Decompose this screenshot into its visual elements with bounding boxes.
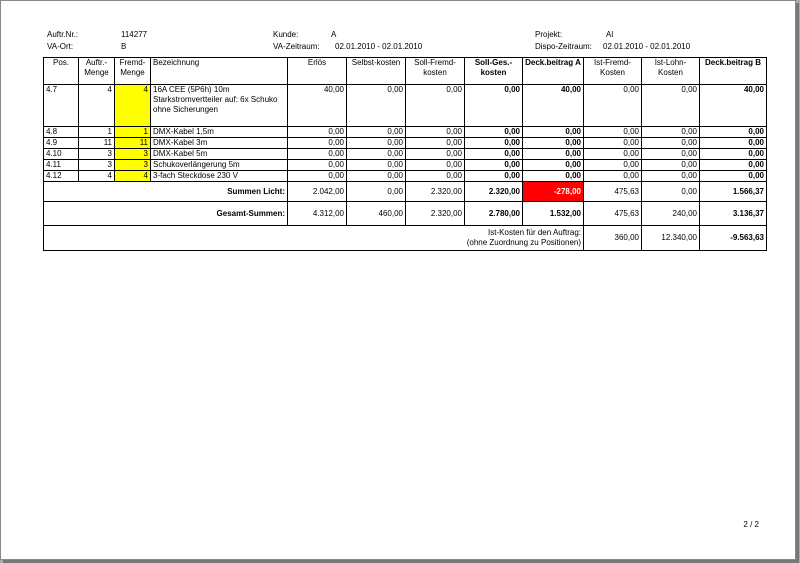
col-ist-lohn-kosten: Ist-Lohn-Kosten: [642, 58, 700, 85]
cell-deckbeitrag-b: 0,00: [700, 127, 767, 138]
cell-soll-fremdkosten: 0,00: [406, 85, 465, 127]
auftr-nr-label: Auftr.Nr.:: [47, 30, 79, 39]
table-row: [44, 160, 767, 171]
col-auftr-menge: Auftr.-Menge: [79, 58, 115, 85]
cell-soll-fremdkosten: 0,00: [406, 127, 465, 138]
cell-bezeichnung: 3-fach Steckdose 230 V: [151, 171, 288, 182]
cell-selbstkosten: 0,00: [347, 85, 406, 127]
cell-ist-fremd-kosten: 0,00: [584, 138, 642, 149]
cell-soll-ges-kosten: 0,00: [465, 149, 523, 160]
cell-selbstkosten: 0,00: [347, 138, 406, 149]
cell-deckbeitrag-a: 0,00: [523, 127, 584, 138]
cell-soll-fremdkosten: 0,00: [406, 138, 465, 149]
table-row: [44, 138, 767, 149]
cell-pos: 4.10: [44, 149, 79, 160]
table-row: [44, 127, 767, 138]
total-ist-fremd-kosten: 475,63: [584, 202, 642, 226]
col-selbstkosten: Selbst-kosten: [347, 58, 406, 85]
cell-fremd-menge: 3: [115, 149, 151, 160]
cell-auftr-menge: 1: [79, 127, 115, 138]
ist-kosten-row: [44, 226, 767, 251]
cell-soll-fremdkosten: 0,00: [406, 171, 465, 182]
cell-ist-fremd-kosten: 0,00: [584, 85, 642, 127]
cell-soll-ges-kosten: 0,00: [465, 138, 523, 149]
sum-selbstkosten: 0,00: [347, 182, 406, 202]
col-erloes: Erlös: [288, 58, 347, 85]
kunde-label: Kunde:: [273, 30, 299, 39]
col-deckbeitrag-a: Deck.beitrag A: [523, 58, 584, 85]
cell-soll-ges-kosten: 0,00: [465, 127, 523, 138]
cell-fremd-menge: 1: [115, 127, 151, 138]
ist-kosten-label-line2: (ohne Zuordnung zu Positionen): [466, 238, 581, 247]
cell-deckbeitrag-b: 40,00: [700, 85, 767, 127]
summen-licht-row: [44, 182, 767, 202]
cell-erloes: 40,00: [288, 85, 347, 127]
cell-ist-lohn-kosten: 0,00: [642, 138, 700, 149]
table-row: [44, 85, 767, 127]
cell-deckbeitrag-b: 0,00: [700, 160, 767, 171]
va-ort-label: VA-Ort:: [47, 42, 74, 51]
cell-erloes: 0,00: [288, 160, 347, 171]
cell-selbstkosten: 0,00: [347, 171, 406, 182]
page-number: 2 / 2: [743, 520, 759, 529]
cell-selbstkosten: 0,00: [347, 149, 406, 160]
sum-erloes: 2.042,00: [288, 182, 347, 202]
cell-pos: 4.9: [44, 138, 79, 149]
cell-deckbeitrag-a: 0,00: [523, 171, 584, 182]
cell-bezeichnung: Schukoverlängerung 5m: [151, 160, 288, 171]
cell-fremd-menge: 4: [115, 85, 151, 127]
cell-soll-ges-kosten: 0,00: [465, 171, 523, 182]
gesamt-summen-row: [44, 202, 767, 226]
cell-fremd-menge: 4: [115, 171, 151, 182]
total-selbstkosten: 460,00: [347, 202, 406, 226]
col-fremd-menge: Fremd-Menge: [115, 58, 151, 85]
cell-auftr-menge: 11: [79, 138, 115, 149]
col-pos: Pos.: [44, 58, 79, 85]
sum-ist-fremd-kosten: 475,63: [584, 182, 642, 202]
cell-ist-lohn-kosten: 0,00: [642, 127, 700, 138]
cell-ist-fremd-kosten: 0,00: [584, 127, 642, 138]
cell-deckbeitrag-b: 0,00: [700, 171, 767, 182]
sum-deckbeitrag-a-negative: -278,00: [523, 182, 584, 202]
cell-auftr-menge: 3: [79, 149, 115, 160]
summen-licht-label: Summen Licht:: [44, 182, 288, 202]
total-deckbeitrag-a: 1.532,00: [523, 202, 584, 226]
cell-soll-ges-kosten: 0,00: [465, 160, 523, 171]
total-erloes: 4.312,00: [288, 202, 347, 226]
cell-ist-fremd-kosten: 0,00: [584, 149, 642, 160]
gesamt-summen-label: Gesamt-Summen:: [44, 202, 288, 226]
cell-bezeichnung: DMX-Kabel 3m: [151, 138, 288, 149]
total-soll-fremdkosten: 2.320,00: [406, 202, 465, 226]
cell-erloes: 0,00: [288, 138, 347, 149]
cell-erloes: 0,00: [288, 149, 347, 160]
ist-kosten-label: [44, 226, 584, 251]
cell-deckbeitrag-b: 0,00: [700, 138, 767, 149]
cell-deckbeitrag-a: 0,00: [523, 149, 584, 160]
sum-soll-fremdkosten: 2.320,00: [406, 182, 465, 202]
col-soll-fremdkosten: Soll-Fremd-kosten: [406, 58, 465, 85]
ist-lohn-kosten-value: 12.340,00: [642, 226, 700, 251]
cell-deckbeitrag-a: 40,00: [523, 85, 584, 127]
projekt-value: Al: [606, 30, 614, 39]
cell-pos: 4.8: [44, 127, 79, 138]
cell-selbstkosten: 0,00: [347, 127, 406, 138]
sum-ist-lohn-kosten: 0,00: [642, 182, 700, 202]
table-row: [44, 171, 767, 182]
cell-ist-fremd-kosten: 0,00: [584, 160, 642, 171]
cell-erloes: 0,00: [288, 127, 347, 138]
cell-erloes: 0,00: [288, 171, 347, 182]
col-ist-fremd-kosten: Ist-Fremd-Kosten: [584, 58, 642, 85]
ist-kosten-label-line1: Ist-Kosten für den Auftrag:: [488, 228, 581, 237]
cell-auftr-menge: 3: [79, 160, 115, 171]
sum-deckbeitrag-b: 1.566,37: [700, 182, 767, 202]
col-soll-ges-kosten: Soll-Ges.-kosten: [465, 58, 523, 85]
dispo-zeitraum-value: 02.01.2010 - 02.01.2010: [603, 42, 691, 51]
va-zeitraum-label: VA-Zeitraum:: [273, 42, 320, 51]
table-row: [44, 149, 767, 160]
cell-ist-fremd-kosten: 0,00: [584, 171, 642, 182]
ist-fremd-kosten-value: 360,00: [584, 226, 642, 251]
cell-selbstkosten: 0,00: [347, 160, 406, 171]
total-ist-lohn-kosten: 240,00: [642, 202, 700, 226]
cell-ist-lohn-kosten: 0,00: [642, 171, 700, 182]
cell-auftr-menge: 4: [79, 171, 115, 182]
cell-ist-lohn-kosten: 0,00: [642, 149, 700, 160]
cell-auftr-menge: 4: [79, 85, 115, 127]
cell-pos: 4.12: [44, 171, 79, 182]
cell-soll-fremdkosten: 0,00: [406, 160, 465, 171]
col-bezeichnung: Bezeichnung: [151, 58, 288, 85]
cell-ist-lohn-kosten: 0,00: [642, 85, 700, 127]
cell-soll-fremdkosten: 0,00: [406, 149, 465, 160]
cell-fremd-menge: 3: [115, 160, 151, 171]
cell-pos: 4.11: [44, 160, 79, 171]
cell-bezeichnung: DMX-Kabel 1,5m: [151, 127, 288, 138]
cell-bezeichnung: 16A CEE (5P6h) 10m Starkstromvertteiler auf: 6x Schuko ohne Sicherungen: [151, 85, 288, 127]
total-soll-ges-kosten: 2.780,00: [465, 202, 523, 226]
cost-report-table: [43, 57, 767, 251]
cell-deckbeitrag-a: 0,00: [523, 138, 584, 149]
total-deckbeitrag-b: 3.136,37: [700, 202, 767, 226]
projekt-label: Projekt:: [535, 30, 563, 39]
table-header-row: [44, 58, 767, 85]
va-zeitraum-value: 02.01.2010 - 02.01.2010: [335, 42, 423, 51]
cell-fremd-menge: 11: [115, 138, 151, 149]
col-deckbeitrag-b: Deck.beitrag B: [700, 58, 767, 85]
dispo-zeitraum-label: Dispo-Zeitraum:: [535, 42, 592, 51]
cell-deckbeitrag-a: 0,00: [523, 160, 584, 171]
auftr-nr-value: 114277: [121, 30, 148, 39]
cell-pos: 4.7: [44, 85, 79, 127]
sum-soll-ges-kosten: 2.320,00: [465, 182, 523, 202]
cell-bezeichnung: DMX-Kabel 5m: [151, 149, 288, 160]
va-ort-value: B: [121, 42, 127, 51]
cell-soll-ges-kosten: 0,00: [465, 85, 523, 127]
cell-deckbeitrag-b: 0,00: [700, 149, 767, 160]
ist-deckbeitrag-b-value: -9.563,63: [700, 226, 767, 251]
cell-ist-lohn-kosten: 0,00: [642, 160, 700, 171]
kunde-value: A: [331, 30, 337, 39]
